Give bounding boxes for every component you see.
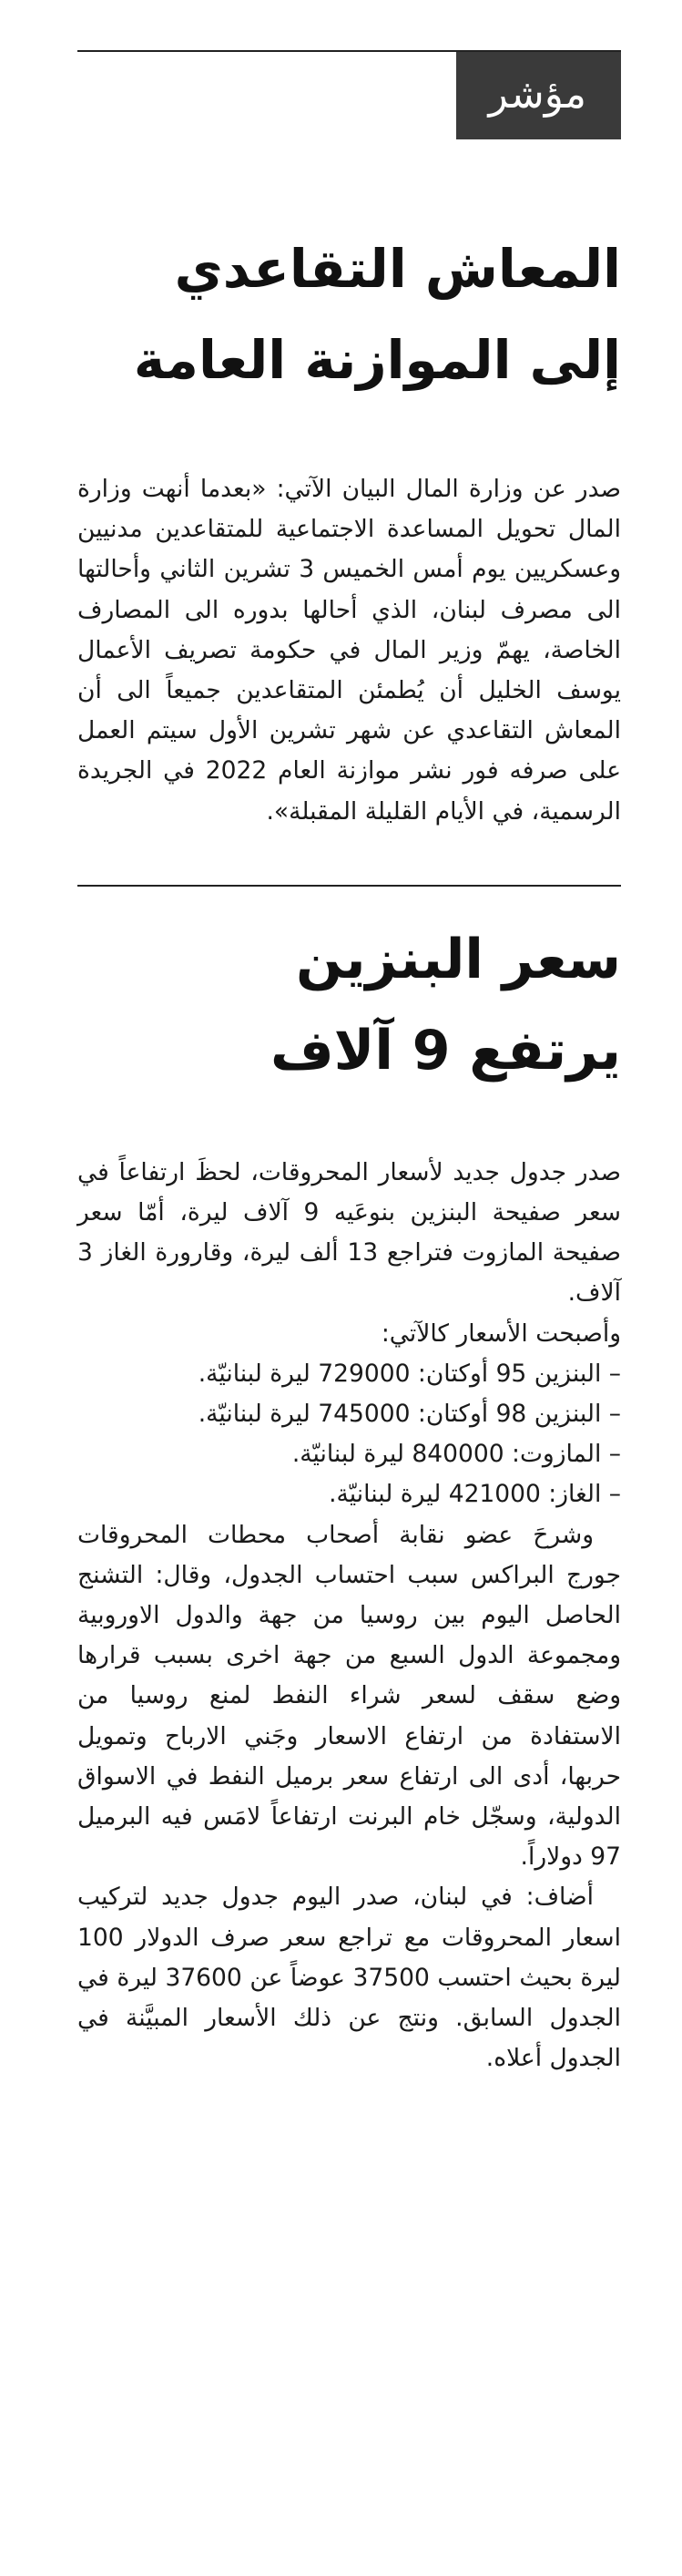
article-headline bbox=[77, 223, 621, 405]
price-item: – البنزين 95 أوكتان: 729000 ليرة لبنانيّة. bbox=[198, 1359, 621, 1388]
prices-intro: وأصبحت الأسعار كالآتي: bbox=[381, 1319, 621, 1348]
article-divider bbox=[77, 885, 621, 887]
headline-line: سعر البنزين bbox=[295, 927, 621, 991]
headline-line: يرتفع 9 آلاف bbox=[270, 1018, 621, 1083]
article-pension bbox=[77, 223, 621, 832]
headline-line: إلى الموازنة العامة bbox=[133, 329, 621, 391]
price-item: – المازوت: 840000 ليرة لبنانيّة. bbox=[291, 1440, 621, 1469]
article-paragraph: صدر جدول جديد لأسعار المحروقات، لحظَ ارتفاعاً في سعر صفيحة البنزين بنوعَيه 9 آلاف ليرة، أمّا سعر صفيحة المازوت فتراجع 13 ألف ليرة، وقارورة الغاز 3 آلاف. bbox=[77, 1157, 621, 1308]
price-item: – الغاز: 421000 ليرة لبنانيّة. bbox=[329, 1480, 621, 1509]
article-fuel-prices bbox=[77, 914, 621, 2079]
article-paragraph: أضاف: في لبنان، صدر اليوم جدول جديد لتركيب اسعار المحروقات مع تراجع سعر صرف الدولار 100 ليرة بحيث احتسب 37500 عوضاً عن 37600 ليرة في الجدول السابق. ونتج عن ذلك الأسعار المبيَّنة في الجدول أعلاه. bbox=[77, 1883, 621, 2073]
section-header bbox=[77, 50, 621, 138]
section-tag: مؤشر bbox=[456, 52, 621, 139]
article-paragraph: وشرحَ عضو نقابة أصحاب محطات المحروقات جورج البراكس سبب احتساب الجدول، وقال: التشنج الحاصل اليوم بين روسيا من جهة والدول الاوروبية ومجموعة الدول السبع من جهة اخرى بسبب قرارها وضع سقف لسعر شراء النفط لمنع روسيا من الاستفادة من ارتفاع الاسعار وجَني الارباح وتمويل حربها، أدى الى ارتفاع سعر برميل النفط في الاسواق الدولية، وسجّل خام البرنت ارتفاعاً لامَس فيه البرميل 97 دولاراً. bbox=[77, 1520, 621, 1872]
article-headline bbox=[77, 914, 621, 1096]
article-body: صدر عن وزارة المال البيان الآتي: «بعدما أنهت وزارة المال تحويل المساعدة الاجتماعية للمتقاعدين مدنيين وعسكريين يوم أمس الخميس 3 تشرين الثاني وأحالتها الى مصرف لبنان، الذي أحالها بدوره الى المصارف الخاصة، يهمّ وزير المال في حكومة تصريف الأعمال يوسف الخليل أن يُطمئن المتقاعدين جميعاً الى أن المعاش التقاعدي عن شهر تشرين الأول سيتم العمل على صرفه فور نشر موازنة العام 2022 في الجريدة الرسمية، في الأيام القليلة المقبلة». bbox=[77, 475, 622, 826]
headline-line: المعاش التقاعدي bbox=[174, 238, 621, 300]
price-item: – البنزين 98 أوكتان: 745000 ليرة لبنانيّة. bbox=[198, 1400, 621, 1429]
